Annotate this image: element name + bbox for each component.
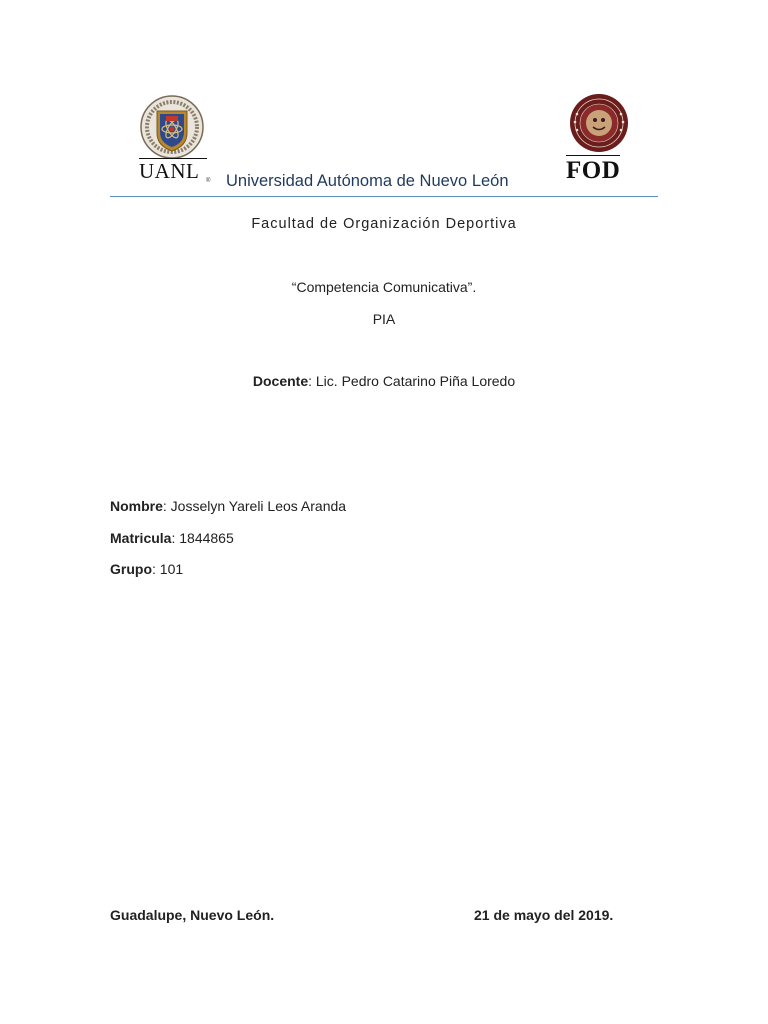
docente-line	[110, 373, 658, 389]
registered-mark: ®	[206, 178, 211, 184]
header-divider	[110, 196, 658, 197]
university-name: Universidad Autónoma de Nuevo León	[226, 172, 509, 190]
document-subtitle: PIA	[372, 311, 396, 327]
docente-label: Docente	[252, 373, 309, 389]
nombre-line	[110, 498, 346, 514]
docente-value: : Lic. Pedro Catarino Piña Loredo	[308, 373, 516, 389]
nombre-label: Nombre	[110, 498, 163, 514]
uanl-wordmark: UANL	[139, 158, 207, 182]
nombre-value: : Josselyn Yareli Leos Aranda	[162, 498, 347, 514]
grupo-value: : 101	[152, 561, 184, 577]
fod-wordmark: FOD	[566, 157, 621, 184]
fod-seal-icon	[562, 92, 638, 158]
grupo-label: Grupo	[110, 561, 152, 577]
document-title: “Competencia Comunicativa”.	[291, 279, 477, 295]
matricula-value: : 1844865	[171, 530, 234, 546]
faculty-name: Facultad de Organización Deportiva	[251, 216, 517, 232]
grupo-line	[110, 561, 183, 577]
footer-place: Guadalupe, Nuevo León.	[110, 907, 275, 923]
matricula-label: Matricula	[110, 530, 172, 546]
matricula-line	[110, 530, 234, 546]
footer-date: 21 de mayo del 2019.	[474, 907, 614, 923]
